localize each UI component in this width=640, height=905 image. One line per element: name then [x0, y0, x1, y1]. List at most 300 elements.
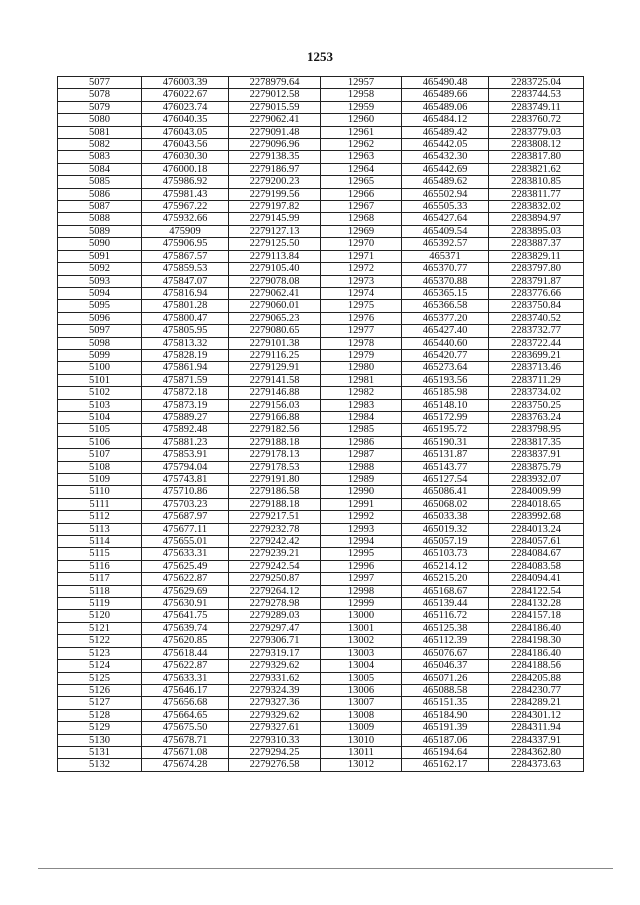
y-coordinate-right-cell: 2283832.02 — [489, 201, 584, 213]
point-id-right-cell: 12971 — [321, 250, 402, 262]
point-id-right-cell: 12997 — [321, 573, 402, 585]
x-coordinate-right-cell: 465194.64 — [402, 746, 489, 758]
y-coordinate-left-cell: 2279146.88 — [229, 387, 321, 399]
point-id-right-cell: 13002 — [321, 635, 402, 647]
point-id-left-cell: 5112 — [58, 511, 142, 523]
x-coordinate-right-cell: 465187.06 — [402, 734, 489, 746]
x-coordinate-right-cell: 465427.64 — [402, 213, 489, 225]
point-id-right-cell: 12999 — [321, 598, 402, 610]
table-row — [58, 188, 584, 200]
table-row — [58, 622, 584, 634]
x-coordinate-left-cell: 476030.30 — [142, 151, 229, 163]
point-id-left-cell: 5131 — [58, 746, 142, 758]
y-coordinate-right-cell: 2283750.25 — [489, 399, 584, 411]
table-row — [58, 548, 584, 560]
y-coordinate-right-cell: 2283734.02 — [489, 387, 584, 399]
x-coordinate-left-cell: 475847.07 — [142, 275, 229, 287]
y-coordinate-right-cell: 2283750.84 — [489, 300, 584, 312]
point-id-left-cell: 5092 — [58, 263, 142, 275]
x-coordinate-left-cell: 475703.23 — [142, 498, 229, 510]
point-id-left-cell: 5097 — [58, 325, 142, 337]
y-coordinate-left-cell: 2279319.17 — [229, 647, 321, 659]
y-coordinate-left-cell: 2279138.35 — [229, 151, 321, 163]
table-row — [58, 523, 584, 535]
point-id-left-cell: 5083 — [58, 151, 142, 163]
point-id-left-cell: 5091 — [58, 250, 142, 262]
table-row — [58, 635, 584, 647]
x-coordinate-left-cell: 475743.81 — [142, 474, 229, 486]
table-row — [58, 126, 584, 138]
y-coordinate-right-cell: 2283740.52 — [489, 312, 584, 324]
table-row — [58, 461, 584, 473]
x-coordinate-right-cell: 465489.06 — [402, 101, 489, 113]
table-row — [58, 337, 584, 349]
point-id-left-cell: 5094 — [58, 287, 142, 299]
x-coordinate-right-cell: 465442.05 — [402, 139, 489, 151]
y-coordinate-left-cell: 2279015.59 — [229, 101, 321, 113]
point-id-right-cell: 13010 — [321, 734, 402, 746]
y-coordinate-right-cell: 2283817.80 — [489, 151, 584, 163]
point-id-left-cell: 5082 — [58, 139, 142, 151]
point-id-left-cell: 5126 — [58, 684, 142, 696]
point-id-left-cell: 5129 — [58, 722, 142, 734]
y-coordinate-left-cell: 2279091.48 — [229, 126, 321, 138]
point-id-left-cell: 5124 — [58, 660, 142, 672]
x-coordinate-left-cell: 475981.43 — [142, 188, 229, 200]
table-row — [58, 573, 584, 585]
point-id-right-cell: 12968 — [321, 213, 402, 225]
x-coordinate-left-cell: 475671.08 — [142, 746, 229, 758]
x-coordinate-right-cell: 465489.42 — [402, 126, 489, 138]
point-id-right-cell: 12990 — [321, 486, 402, 498]
point-id-left-cell: 5120 — [58, 610, 142, 622]
point-id-left-cell: 5105 — [58, 424, 142, 436]
point-id-left-cell: 5103 — [58, 399, 142, 411]
x-coordinate-left-cell: 475859.53 — [142, 263, 229, 275]
y-coordinate-right-cell: 2283817.35 — [489, 436, 584, 448]
x-coordinate-right-cell: 465440.60 — [402, 337, 489, 349]
x-coordinate-left-cell: 475801.28 — [142, 300, 229, 312]
table-row — [58, 201, 584, 213]
y-coordinate-left-cell: 2279329.62 — [229, 660, 321, 672]
x-coordinate-right-cell: 465365.15 — [402, 287, 489, 299]
point-id-left-cell: 5107 — [58, 449, 142, 461]
point-id-left-cell: 5104 — [58, 411, 142, 423]
x-coordinate-right-cell: 465151.35 — [402, 697, 489, 709]
point-id-left-cell: 5132 — [58, 759, 142, 771]
point-id-right-cell: 12972 — [321, 263, 402, 275]
point-id-right-cell: 12961 — [321, 126, 402, 138]
point-id-left-cell: 5093 — [58, 275, 142, 287]
point-id-right-cell: 12996 — [321, 560, 402, 572]
y-coordinate-left-cell: 2279289.03 — [229, 610, 321, 622]
y-coordinate-right-cell: 2283725.04 — [489, 77, 584, 89]
y-coordinate-right-cell: 2283895.03 — [489, 225, 584, 237]
y-coordinate-left-cell: 2278979.64 — [229, 77, 321, 89]
x-coordinate-left-cell: 475641.75 — [142, 610, 229, 622]
x-coordinate-left-cell: 475675.50 — [142, 722, 229, 734]
y-coordinate-right-cell: 2284083.58 — [489, 560, 584, 572]
y-coordinate-right-cell: 2284186.40 — [489, 647, 584, 659]
y-coordinate-right-cell: 2283776.66 — [489, 287, 584, 299]
x-coordinate-right-cell: 465148.10 — [402, 399, 489, 411]
x-coordinate-left-cell: 476043.05 — [142, 126, 229, 138]
x-coordinate-right-cell: 465068.02 — [402, 498, 489, 510]
y-coordinate-right-cell: 2283791.87 — [489, 275, 584, 287]
x-coordinate-right-cell: 465366.58 — [402, 300, 489, 312]
x-coordinate-right-cell: 465190.31 — [402, 436, 489, 448]
point-id-left-cell: 5106 — [58, 436, 142, 448]
table-row — [58, 722, 584, 734]
point-id-left-cell: 5085 — [58, 176, 142, 188]
x-coordinate-left-cell: 475678.71 — [142, 734, 229, 746]
x-coordinate-right-cell: 465442.69 — [402, 163, 489, 175]
point-id-left-cell: 5101 — [58, 374, 142, 386]
x-coordinate-right-cell: 465168.67 — [402, 585, 489, 597]
y-coordinate-right-cell: 2284373.63 — [489, 759, 584, 771]
x-coordinate-left-cell: 475674.28 — [142, 759, 229, 771]
x-coordinate-right-cell: 465086.41 — [402, 486, 489, 498]
y-coordinate-right-cell: 2283808.12 — [489, 139, 584, 151]
point-id-right-cell: 12958 — [321, 89, 402, 101]
table-row — [58, 610, 584, 622]
x-coordinate-left-cell: 475909 — [142, 225, 229, 237]
y-coordinate-left-cell: 2279141.58 — [229, 374, 321, 386]
y-coordinate-left-cell: 2279186.97 — [229, 163, 321, 175]
y-coordinate-left-cell: 2279199.56 — [229, 188, 321, 200]
point-id-right-cell: 12977 — [321, 325, 402, 337]
x-coordinate-right-cell: 465273.64 — [402, 362, 489, 374]
y-coordinate-right-cell: 2283732.77 — [489, 325, 584, 337]
x-coordinate-right-cell: 465046.37 — [402, 660, 489, 672]
table-row — [58, 349, 584, 361]
point-id-left-cell: 5087 — [58, 201, 142, 213]
x-coordinate-left-cell: 475906.95 — [142, 238, 229, 250]
y-coordinate-right-cell: 2284337.91 — [489, 734, 584, 746]
x-coordinate-right-cell: 465371 — [402, 250, 489, 262]
point-id-right-cell: 12993 — [321, 523, 402, 535]
x-coordinate-left-cell: 476043.56 — [142, 139, 229, 151]
point-id-right-cell: 12983 — [321, 399, 402, 411]
point-id-right-cell: 12987 — [321, 449, 402, 461]
point-id-left-cell: 5100 — [58, 362, 142, 374]
y-coordinate-right-cell: 2283711.29 — [489, 374, 584, 386]
point-id-left-cell: 5096 — [58, 312, 142, 324]
x-coordinate-right-cell: 465033.38 — [402, 511, 489, 523]
x-coordinate-left-cell: 476040.35 — [142, 114, 229, 126]
x-coordinate-right-cell: 465370.88 — [402, 275, 489, 287]
x-coordinate-left-cell: 475656.68 — [142, 697, 229, 709]
y-coordinate-left-cell: 2279145.99 — [229, 213, 321, 225]
point-id-right-cell: 13001 — [321, 622, 402, 634]
x-coordinate-left-cell: 476000.18 — [142, 163, 229, 175]
table-row — [58, 424, 584, 436]
y-coordinate-right-cell: 2284311.94 — [489, 722, 584, 734]
x-coordinate-left-cell: 475871.59 — [142, 374, 229, 386]
point-id-left-cell: 5099 — [58, 349, 142, 361]
table-row — [58, 474, 584, 486]
table-row — [58, 511, 584, 523]
point-id-right-cell: 12992 — [321, 511, 402, 523]
y-coordinate-left-cell: 2279116.25 — [229, 349, 321, 361]
coordinates-table — [57, 76, 584, 772]
y-coordinate-left-cell: 2279264.12 — [229, 585, 321, 597]
y-coordinate-left-cell: 2279166.88 — [229, 411, 321, 423]
x-coordinate-left-cell: 475655.01 — [142, 536, 229, 548]
point-id-right-cell: 13008 — [321, 709, 402, 721]
y-coordinate-right-cell: 2284132.28 — [489, 598, 584, 610]
table-row — [58, 684, 584, 696]
point-id-left-cell: 5113 — [58, 523, 142, 535]
table-row — [58, 598, 584, 610]
x-coordinate-right-cell: 465193.56 — [402, 374, 489, 386]
x-coordinate-left-cell: 476022.67 — [142, 89, 229, 101]
x-coordinate-right-cell: 465432.30 — [402, 151, 489, 163]
point-id-right-cell: 13005 — [321, 672, 402, 684]
y-coordinate-left-cell: 2279197.82 — [229, 201, 321, 213]
x-coordinate-right-cell: 465427.40 — [402, 325, 489, 337]
y-coordinate-right-cell: 2283992.68 — [489, 511, 584, 523]
y-coordinate-right-cell: 2284094.41 — [489, 573, 584, 585]
table-row — [58, 436, 584, 448]
y-coordinate-right-cell: 2283763.24 — [489, 411, 584, 423]
y-coordinate-right-cell: 2283894.97 — [489, 213, 584, 225]
y-coordinate-right-cell: 2283932.07 — [489, 474, 584, 486]
table-row — [58, 697, 584, 709]
x-coordinate-left-cell: 475687.97 — [142, 511, 229, 523]
table-row — [58, 77, 584, 89]
y-coordinate-left-cell: 2279105.40 — [229, 263, 321, 275]
x-coordinate-right-cell: 465490.48 — [402, 77, 489, 89]
point-id-right-cell: 12976 — [321, 312, 402, 324]
y-coordinate-left-cell: 2279178.13 — [229, 449, 321, 461]
point-id-left-cell: 5130 — [58, 734, 142, 746]
y-coordinate-right-cell: 2284057.61 — [489, 536, 584, 548]
y-coordinate-left-cell: 2279191.80 — [229, 474, 321, 486]
x-coordinate-left-cell: 475872.18 — [142, 387, 229, 399]
y-coordinate-right-cell: 2284188.56 — [489, 660, 584, 672]
x-coordinate-right-cell: 465112.39 — [402, 635, 489, 647]
x-coordinate-right-cell: 465505.33 — [402, 201, 489, 213]
table-row — [58, 734, 584, 746]
y-coordinate-left-cell: 2279242.54 — [229, 560, 321, 572]
y-coordinate-right-cell: 2283875.79 — [489, 461, 584, 473]
table-row — [58, 560, 584, 572]
x-coordinate-right-cell: 465409.54 — [402, 225, 489, 237]
y-coordinate-left-cell: 2279329.62 — [229, 709, 321, 721]
point-id-right-cell: 12965 — [321, 176, 402, 188]
y-coordinate-left-cell: 2279096.96 — [229, 139, 321, 151]
table-row — [58, 399, 584, 411]
y-coordinate-left-cell: 2279078.08 — [229, 275, 321, 287]
y-coordinate-left-cell: 2279186.58 — [229, 486, 321, 498]
point-id-right-cell: 13009 — [321, 722, 402, 734]
point-id-right-cell: 12973 — [321, 275, 402, 287]
point-id-left-cell: 5111 — [58, 498, 142, 510]
x-coordinate-left-cell: 475622.87 — [142, 573, 229, 585]
x-coordinate-left-cell: 475889.27 — [142, 411, 229, 423]
x-coordinate-right-cell: 465071.26 — [402, 672, 489, 684]
y-coordinate-right-cell: 2283749.11 — [489, 101, 584, 113]
x-coordinate-left-cell: 475816.94 — [142, 287, 229, 299]
x-coordinate-left-cell: 475967.22 — [142, 201, 229, 213]
table-row — [58, 312, 584, 324]
y-coordinate-right-cell: 2283760.72 — [489, 114, 584, 126]
point-id-right-cell: 13011 — [321, 746, 402, 758]
x-coordinate-right-cell: 465125.38 — [402, 622, 489, 634]
point-id-left-cell: 5114 — [58, 536, 142, 548]
y-coordinate-left-cell: 2279297.47 — [229, 622, 321, 634]
y-coordinate-right-cell: 2284157.18 — [489, 610, 584, 622]
table-row — [58, 411, 584, 423]
bottom-divider — [38, 868, 613, 869]
y-coordinate-left-cell: 2279310.33 — [229, 734, 321, 746]
x-coordinate-right-cell: 465502.94 — [402, 188, 489, 200]
x-coordinate-left-cell: 475618.44 — [142, 647, 229, 659]
point-id-left-cell: 5088 — [58, 213, 142, 225]
y-coordinate-left-cell: 2279129.91 — [229, 362, 321, 374]
point-id-right-cell: 12985 — [321, 424, 402, 436]
x-coordinate-left-cell: 475800.47 — [142, 312, 229, 324]
point-id-right-cell: 13006 — [321, 684, 402, 696]
point-id-right-cell: 12963 — [321, 151, 402, 163]
x-coordinate-left-cell: 475892.48 — [142, 424, 229, 436]
x-coordinate-right-cell: 465127.54 — [402, 474, 489, 486]
point-id-right-cell: 12989 — [321, 474, 402, 486]
point-id-left-cell: 5122 — [58, 635, 142, 647]
y-coordinate-left-cell: 2279080.65 — [229, 325, 321, 337]
point-id-right-cell: 12979 — [321, 349, 402, 361]
point-id-left-cell: 5086 — [58, 188, 142, 200]
x-coordinate-right-cell: 465185.98 — [402, 387, 489, 399]
x-coordinate-right-cell: 465184.90 — [402, 709, 489, 721]
table-row — [58, 362, 584, 374]
y-coordinate-right-cell: 2283713.46 — [489, 362, 584, 374]
x-coordinate-right-cell: 465088.58 — [402, 684, 489, 696]
y-coordinate-left-cell: 2279306.71 — [229, 635, 321, 647]
y-coordinate-left-cell: 2279217.51 — [229, 511, 321, 523]
point-id-right-cell: 12981 — [321, 374, 402, 386]
point-id-right-cell: 12964 — [321, 163, 402, 175]
x-coordinate-right-cell: 465103.73 — [402, 548, 489, 560]
x-coordinate-right-cell: 465131.87 — [402, 449, 489, 461]
table-row — [58, 300, 584, 312]
x-coordinate-left-cell: 475805.95 — [142, 325, 229, 337]
table-row — [58, 449, 584, 461]
y-coordinate-right-cell: 2283699.21 — [489, 349, 584, 361]
x-coordinate-right-cell: 465392.57 — [402, 238, 489, 250]
y-coordinate-right-cell: 2284230.77 — [489, 684, 584, 696]
point-id-left-cell: 5095 — [58, 300, 142, 312]
page-number: 1253 — [307, 49, 333, 64]
y-coordinate-right-cell: 2284205.88 — [489, 672, 584, 684]
y-coordinate-right-cell: 2284301.12 — [489, 709, 584, 721]
table-row — [58, 213, 584, 225]
x-coordinate-left-cell: 475813.32 — [142, 337, 229, 349]
y-coordinate-left-cell: 2279239.21 — [229, 548, 321, 560]
point-id-left-cell: 5110 — [58, 486, 142, 498]
y-coordinate-left-cell: 2279188.18 — [229, 436, 321, 448]
x-coordinate-right-cell: 465116.72 — [402, 610, 489, 622]
y-coordinate-right-cell: 2283810.85 — [489, 176, 584, 188]
point-id-left-cell: 5090 — [58, 238, 142, 250]
point-id-right-cell: 12960 — [321, 114, 402, 126]
point-id-right-cell: 12966 — [321, 188, 402, 200]
x-coordinate-left-cell: 475986.92 — [142, 176, 229, 188]
point-id-left-cell: 5078 — [58, 89, 142, 101]
table-row — [58, 374, 584, 386]
point-id-left-cell: 5121 — [58, 622, 142, 634]
y-coordinate-right-cell: 2284362.80 — [489, 746, 584, 758]
table-row — [58, 287, 584, 299]
point-id-right-cell: 12975 — [321, 300, 402, 312]
x-coordinate-left-cell: 475828.19 — [142, 349, 229, 361]
point-id-right-cell: 12959 — [321, 101, 402, 113]
y-coordinate-right-cell: 2283829.11 — [489, 250, 584, 262]
x-coordinate-left-cell: 475867.57 — [142, 250, 229, 262]
point-id-left-cell: 5123 — [58, 647, 142, 659]
point-id-right-cell: 13004 — [321, 660, 402, 672]
point-id-right-cell: 12967 — [321, 201, 402, 213]
point-id-left-cell: 5102 — [58, 387, 142, 399]
point-id-right-cell: 12988 — [321, 461, 402, 473]
y-coordinate-right-cell: 2284013.24 — [489, 523, 584, 535]
point-id-right-cell: 12970 — [321, 238, 402, 250]
table-row — [58, 746, 584, 758]
table-row — [58, 585, 584, 597]
point-id-right-cell: 13003 — [321, 647, 402, 659]
y-coordinate-right-cell: 2283811.77 — [489, 188, 584, 200]
y-coordinate-left-cell: 2279101.38 — [229, 337, 321, 349]
x-coordinate-left-cell: 475629.69 — [142, 585, 229, 597]
point-id-left-cell: 5098 — [58, 337, 142, 349]
x-coordinate-right-cell: 465489.66 — [402, 89, 489, 101]
y-coordinate-right-cell: 2284198.30 — [489, 635, 584, 647]
y-coordinate-left-cell: 2279278.98 — [229, 598, 321, 610]
y-coordinate-right-cell: 2284122.54 — [489, 585, 584, 597]
table-row — [58, 672, 584, 684]
x-coordinate-left-cell: 475677.11 — [142, 523, 229, 535]
x-coordinate-right-cell: 465139.44 — [402, 598, 489, 610]
x-coordinate-left-cell: 475646.17 — [142, 684, 229, 696]
y-coordinate-left-cell: 2279294.25 — [229, 746, 321, 758]
point-id-right-cell: 12980 — [321, 362, 402, 374]
x-coordinate-right-cell: 465162.17 — [402, 759, 489, 771]
x-coordinate-right-cell: 465489.62 — [402, 176, 489, 188]
point-id-right-cell: 13012 — [321, 759, 402, 771]
point-id-left-cell: 5127 — [58, 697, 142, 709]
y-coordinate-left-cell: 2279327.36 — [229, 697, 321, 709]
x-coordinate-left-cell: 475633.31 — [142, 672, 229, 684]
point-id-right-cell: 12978 — [321, 337, 402, 349]
y-coordinate-left-cell: 2279182.56 — [229, 424, 321, 436]
table-row — [58, 709, 584, 721]
y-coordinate-left-cell: 2279178.53 — [229, 461, 321, 473]
x-coordinate-right-cell: 465076.67 — [402, 647, 489, 659]
y-coordinate-right-cell: 2283837.91 — [489, 449, 584, 461]
point-id-left-cell: 5080 — [58, 114, 142, 126]
point-id-right-cell: 12962 — [321, 139, 402, 151]
y-coordinate-left-cell: 2279127.13 — [229, 225, 321, 237]
y-coordinate-left-cell: 2279012.58 — [229, 89, 321, 101]
x-coordinate-right-cell: 465214.12 — [402, 560, 489, 572]
x-coordinate-right-cell: 465420.77 — [402, 349, 489, 361]
coordinates-table-body — [58, 77, 584, 772]
point-id-right-cell: 12984 — [321, 411, 402, 423]
y-coordinate-right-cell: 2284018.65 — [489, 498, 584, 510]
x-coordinate-right-cell: 465377.20 — [402, 312, 489, 324]
table-row — [58, 250, 584, 262]
